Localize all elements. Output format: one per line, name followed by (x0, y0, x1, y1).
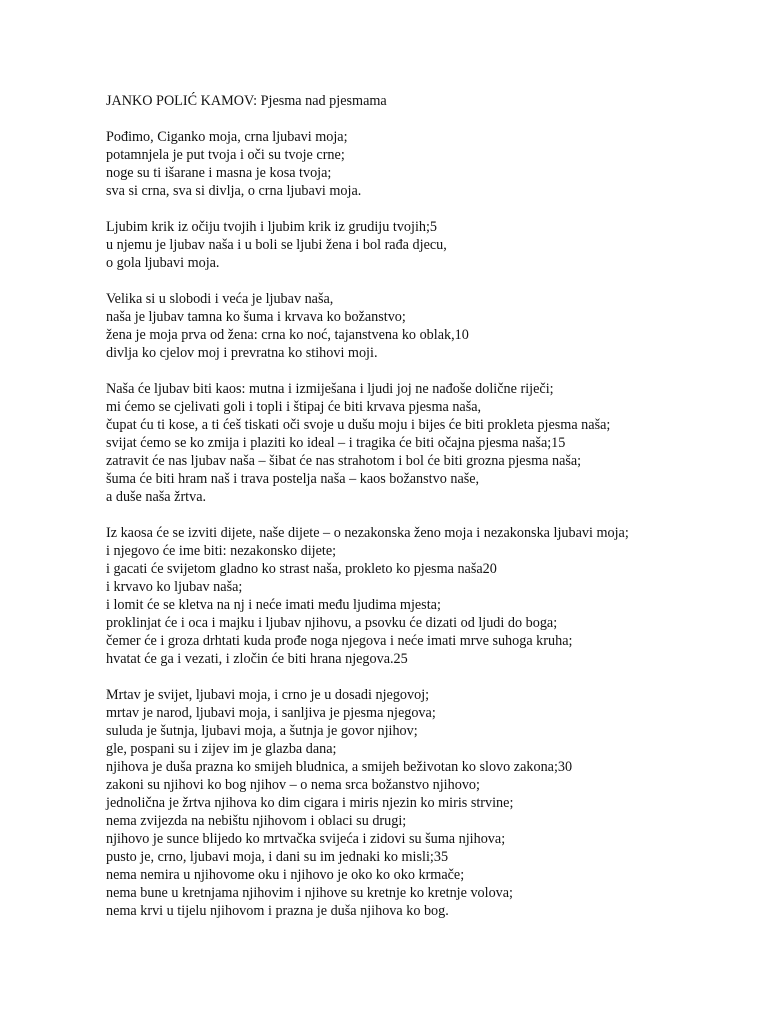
stanza (106, 218, 746, 272)
poem-line: a duše naša žrtva. (106, 489, 207, 505)
poem-line: Naša će ljubav biti kaos: mutna i izmiješana i ljudi joj ne nađoše dolične riječi; (106, 381, 554, 397)
poem-line: Mrtav je svijet, ljubavi moja, i crno je u dosadi njegovoj; (106, 687, 430, 703)
stanza (106, 290, 746, 362)
poem-line: nema krvi u tijelu njihovom i prazna je duša njihova ko bog. (106, 903, 449, 919)
poem-line: pusto je, crno, ljubavi moja, i dani su im jednaki ko misli;35 (106, 849, 449, 865)
poem-body (106, 128, 746, 920)
poem-line: sva si crna, sva si divlja, o crna ljubavi moja. (106, 183, 362, 199)
poem-line: gle, pospani su i zijev im je glazba dana; (106, 741, 337, 757)
poem-line: nema zvijezda na nebištu njihovom i oblaci su drugi; (106, 813, 407, 829)
poem-line: i lomit će se kletva na nj i neće imati među ljudima mjesta; (106, 597, 441, 613)
poem-line: žena je moja prva od žena: crna ko noć, tajanstvena ko oblak,10 (106, 327, 469, 343)
poem-line: hvatat će ga i vezati, i zločin će biti hrana njegova.25 (106, 651, 408, 667)
poem-line: nema bune u kretnjama njihovim i njihove su kretnje ko kretnje volova; (106, 885, 514, 901)
poem-line: mrtav je narod, ljubavi moja, i sanljiva je pjesma njegova; (106, 705, 436, 721)
poem-line: suluda je šutnja, ljubavi moja, a šutnja je govor njihov; (106, 723, 418, 739)
poem-line: potamnjela je put tvoja i oči su tvoje crne; (106, 147, 345, 163)
poem-line: čemer će i groza drhtati kuda prođe noga njegova i neće imati mrve suhoga kruha; (106, 633, 573, 649)
poem-line: Iz kaosa će se izviti dijete, naše dijete – o nezakonska ženo moja i nezakonska ljubavi moja; (106, 525, 629, 541)
poem-line: i gacati će svijetom gladno ko strast naša, prokleto ko pjesma naša20 (106, 561, 497, 577)
poem-line: Velika si u slobodi i veća je ljubav naša, (106, 291, 334, 307)
poem-line: nema nemira u njihovome oku i njihovo je oko ko oko krmače; (106, 867, 465, 883)
stanza (106, 686, 746, 920)
stanza (106, 380, 746, 506)
poem-line: proklinjat će i oca i majku i ljubav njihovu, a psovku će dizati od ljudi do boga; (106, 615, 558, 631)
poem-line: divlja ko cjelov moj i prevratna ko stihovi moji. (106, 345, 378, 361)
poem-line: jednolična je žrtva njihova ko dim cigara i miris njezin ko miris strvine; (106, 795, 514, 811)
poem-line: zakoni su njihovi ko bog njihov – o nema srca božanstvo njihovo; (106, 777, 480, 793)
poem-line: noge su ti išarane i masna je kosa tvoja; (106, 165, 332, 181)
stanza (106, 524, 746, 668)
stanza (106, 128, 746, 200)
poem-line: mi ćemo se cjelivati goli i topli i štipaj će biti krvava pjesma naša, (106, 399, 482, 415)
poem-line: njihovo je sunce blijedo ko mrtvačka svijeća i zidovi su šuma njihova; (106, 831, 506, 847)
poem-line: njihova je duša prazna ko smijeh bludnica, a smijeh beživotan ko slovo zakona;30 (106, 759, 573, 775)
poem-line: o gola ljubavi moja. (106, 255, 220, 271)
poem-line: svijat ćemo se ko zmija i plaziti ko ideal – i tragika će biti očajna pjesma naša;15 (106, 435, 566, 451)
poem-line: i njegovo će ime biti: nezakonsko dijete; (106, 543, 337, 559)
document-page (106, 92, 746, 938)
poem-line: Pođimo, Ciganko moja, crna ljubavi moja; (106, 129, 348, 145)
poem-title: JANKO POLIĆ KAMOV: Pjesma nad pjesmama (106, 93, 387, 109)
poem-line: i krvavo ko ljubav naša; (106, 579, 243, 595)
poem-line: naša je ljubav tamna ko šuma i krvava ko božanstvo; (106, 309, 406, 325)
poem-line: zatravit će nas ljubav naša – šibat će nas strahotom i bol će biti grozna pjesma naša; (106, 453, 582, 469)
poem-line: šuma će biti hram naš i trava postelja naša – kaos božanstvo naše, (106, 471, 480, 487)
poem-line: čupat ću ti kose, a ti ćeš tiskati oči svoje u dušu moju i bijes će biti prokleta pjesma naša; (106, 417, 611, 433)
poem-line: u njemu je ljubav naša i u boli se ljubi žena i bol rađa djecu, (106, 237, 447, 253)
poem-line: Ljubim krik iz očiju tvojih i ljubim krik iz grudiju tvojih;5 (106, 219, 438, 235)
